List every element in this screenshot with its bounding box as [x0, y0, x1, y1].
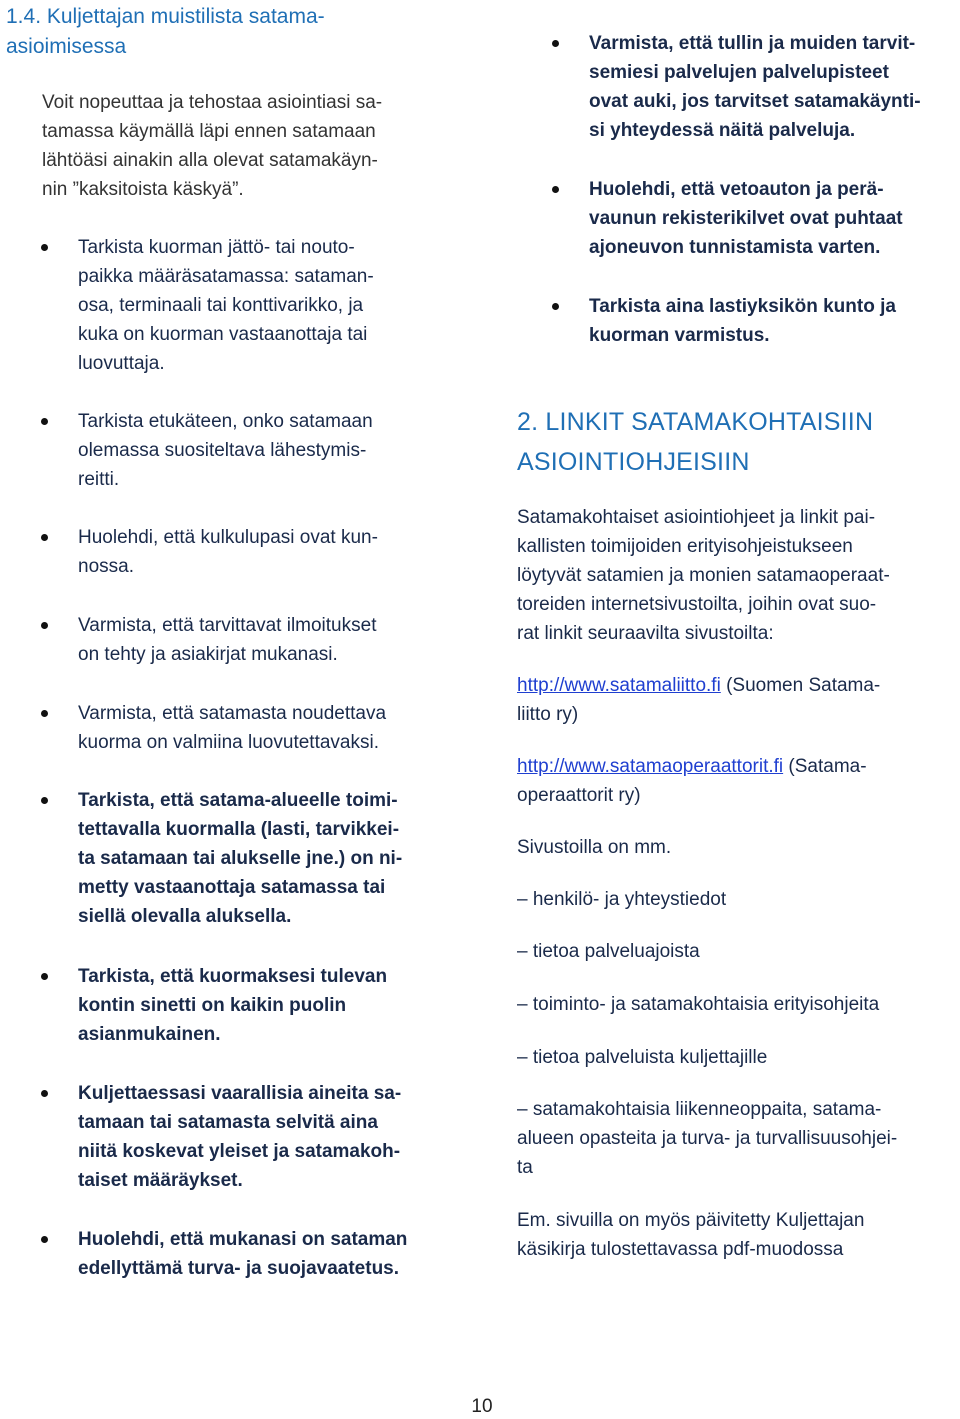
bullet-icon	[41, 622, 48, 629]
checklist-item-7	[78, 962, 387, 1049]
sites-intro	[517, 833, 671, 862]
bullet-icon	[41, 973, 48, 980]
paragraph-line: Satamakohtaiset asiointiohjeet ja linkit pai-	[517, 507, 876, 528]
checklist-line: Tarkista, että satama-alueelle toimi-	[78, 790, 398, 811]
checklist-line: Huolehdi, että kulkulupasi ovat kun-	[78, 527, 378, 548]
checklist-item-2	[78, 407, 373, 494]
checklist-line: tamaan tai satamasta selvitä aina	[78, 1112, 378, 1133]
satamaoperaattorit-link[interactable]: http://www.satamaoperaattorit.fi	[517, 756, 784, 777]
bullet-icon	[41, 1090, 48, 1097]
paragraph-line: toreiden internetsivustoilta, joihin ovat suo-	[517, 594, 877, 615]
checklist-line: Varmista, että satamasta noudettava	[78, 703, 387, 724]
dash-item-line: alueen opasteita ja turva- ja turvallisuusohjei-	[517, 1128, 898, 1149]
checklist-line: edellyttämä turva- ja suojavaatetus.	[78, 1258, 400, 1279]
satamaoperaattorit-link-description: (Satama-	[783, 756, 867, 777]
satamaliitto-link-description: (Suomen Satama-	[720, 675, 881, 696]
dash-item-line: ta	[517, 1157, 533, 1178]
checklist-line: niitä koskevat yleiset ja satamakoh-	[78, 1141, 401, 1162]
bullet-icon	[41, 418, 48, 425]
section-title-line-2: asioimisessa	[6, 35, 127, 58]
dash-item-line: – satamakohtaisia liikenneoppaita, satama-	[517, 1099, 882, 1120]
intro-line: tamassa käymällä läpi ennen satamaan	[42, 121, 376, 142]
bullet-icon	[41, 797, 48, 804]
bullet-icon	[552, 186, 559, 193]
checklist-line: Tarkista, että kuormaksesi tulevan	[78, 966, 388, 987]
bullet-icon	[41, 1236, 48, 1243]
intro-line: Voit nopeuttaa ja tehostaa asiointiasi sa-	[42, 92, 383, 113]
dash-item-2	[517, 937, 700, 966]
checklist-item-10	[589, 29, 921, 145]
checklist-line: semiesi palvelujen palvelupisteet	[589, 62, 889, 83]
checklist-line: metty vastaanottaja satamassa tai	[78, 877, 386, 898]
checklist-line: nossa.	[78, 556, 134, 577]
satamaoperaattorit-link-entry	[517, 752, 867, 810]
page-number: 10	[471, 1396, 493, 1417]
checklist-item-5	[78, 699, 386, 757]
dash-item-line: – henkilö- ja yhteystiedot	[517, 889, 727, 910]
checklist-line: Kuljettaessasi vaarallisia aineita sa-	[78, 1083, 402, 1104]
checklist-line: siellä olevalla aluksella.	[78, 906, 292, 927]
intro-paragraph	[42, 88, 442, 204]
section-2-heading-line-2: ASIOINTIOHJEISIIN	[517, 448, 750, 476]
checklist-line: Tarkista aina lastiyksikön kunto ja	[589, 296, 896, 317]
checklist-line: ovat auki, jos tarvitset satamakäynti-	[589, 91, 921, 112]
checklist-line: kuorma on valmiina luovutettavaksi.	[78, 732, 379, 753]
checklist-line: kuka on kuorman vastaanottaja tai	[78, 324, 368, 345]
paragraph-line: operaattorit ry)	[517, 785, 641, 806]
dash-item-line: – tietoa palveluista kuljettajille	[517, 1047, 768, 1068]
checklist-line: luovuttaja.	[78, 353, 165, 374]
paragraph-line	[517, 752, 867, 781]
links-intro-paragraph	[517, 503, 890, 648]
dash-item-line: – tietoa palveluajoista	[517, 941, 700, 962]
bullet-icon	[552, 303, 559, 310]
checklist-item-6	[78, 786, 402, 931]
checklist-line: taiset määräykset.	[78, 1170, 243, 1191]
checklist-line: Varmista, että tullin ja muiden tarvit-	[589, 33, 916, 54]
intro-line: nin ”kaksitoista käskyä”.	[42, 179, 244, 200]
checklist-item-12	[589, 292, 896, 350]
closing-paragraph	[517, 1206, 864, 1264]
checklist-item-11	[589, 175, 903, 262]
bullet-icon	[41, 534, 48, 541]
paragraph-line: kallisten toimijoiden erityisohjeistukseen	[517, 536, 853, 557]
checklist-item-9	[78, 1225, 407, 1283]
checklist-item-3	[78, 523, 378, 581]
satamaliitto-link-entry	[517, 671, 880, 729]
paragraph-line: rat linkit seuraavilta sivustoilta:	[517, 623, 774, 644]
dash-item-3	[517, 990, 879, 1019]
checklist-item-8	[78, 1079, 401, 1195]
paragraph-line: käsikirja tulostettavassa pdf-muodossa	[517, 1239, 844, 1260]
checklist-line: Tarkista etukäteen, onko satamaan	[78, 411, 373, 432]
checklist-line: vaunun rekisterikilvet ovat puhtaat	[589, 208, 903, 229]
checklist-line: Tarkista kuorman jättö- tai nouto-	[78, 237, 355, 258]
section-2-heading	[517, 402, 873, 482]
dash-item-line: – toiminto- ja satamakohtaisia erityisohjeita	[517, 994, 880, 1015]
paragraph-line: Sivustoilla on mm.	[517, 837, 672, 858]
checklist-item-4	[78, 611, 376, 669]
bullet-icon	[41, 244, 48, 251]
bullet-icon	[41, 710, 48, 717]
checklist-line: on tehty ja asiakirjat mukanasi.	[78, 644, 338, 665]
section-title-line-1: 1.4. Kuljettajan muistilista satama-	[6, 5, 325, 28]
paragraph-line: liitto ry)	[517, 704, 579, 725]
checklist-line: osa, terminaali tai konttivarikko, ja	[78, 295, 364, 316]
checklist-item-1	[78, 233, 374, 378]
checklist-line: ajoneuvon tunnistamista varten.	[589, 237, 881, 258]
checklist-line: ta satamaan tai alukselle jne.) on ni-	[78, 848, 403, 869]
checklist-line: tettavalla kuormalla (lasti, tarvikkei-	[78, 819, 400, 840]
intro-line: lähtöäsi ainakin alla olevat satamakäyn-	[42, 150, 378, 171]
paragraph-line: Em. sivuilla on myös päivitetty Kuljettajan	[517, 1210, 865, 1231]
checklist-line: Varmista, että tarvittavat ilmoitukset	[78, 615, 377, 636]
dash-item-5	[517, 1095, 897, 1182]
checklist-line: reitti.	[78, 469, 120, 490]
dash-item-4	[517, 1043, 767, 1072]
section-title	[6, 2, 446, 62]
paragraph-line	[517, 671, 880, 700]
checklist-line: si yhteydessä näitä palveluja.	[589, 120, 856, 141]
dash-item-1	[517, 885, 726, 914]
checklist-line: Huolehdi, että vetoauton ja perä-	[589, 179, 884, 200]
paragraph-line: löytyvät satamien ja monien satamaoperaat-	[517, 565, 890, 586]
checklist-line: Huolehdi, että mukanasi on sataman	[78, 1229, 408, 1250]
checklist-line: kontin sinetti on kaikin puolin	[78, 995, 347, 1016]
bullet-icon	[552, 40, 559, 47]
satamaliitto-link[interactable]: http://www.satamaliitto.fi	[517, 675, 721, 696]
checklist-line: olemassa suositeltava lähestymis-	[78, 440, 367, 461]
checklist-line: kuorman varmistus.	[589, 325, 770, 346]
section-2-heading-line-1: 2. LINKIT SATAMAKOHTAISIIN	[517, 408, 874, 436]
checklist-line: paikka määräsatamassa: sataman-	[78, 266, 374, 287]
checklist-line: asianmukainen.	[78, 1024, 221, 1045]
